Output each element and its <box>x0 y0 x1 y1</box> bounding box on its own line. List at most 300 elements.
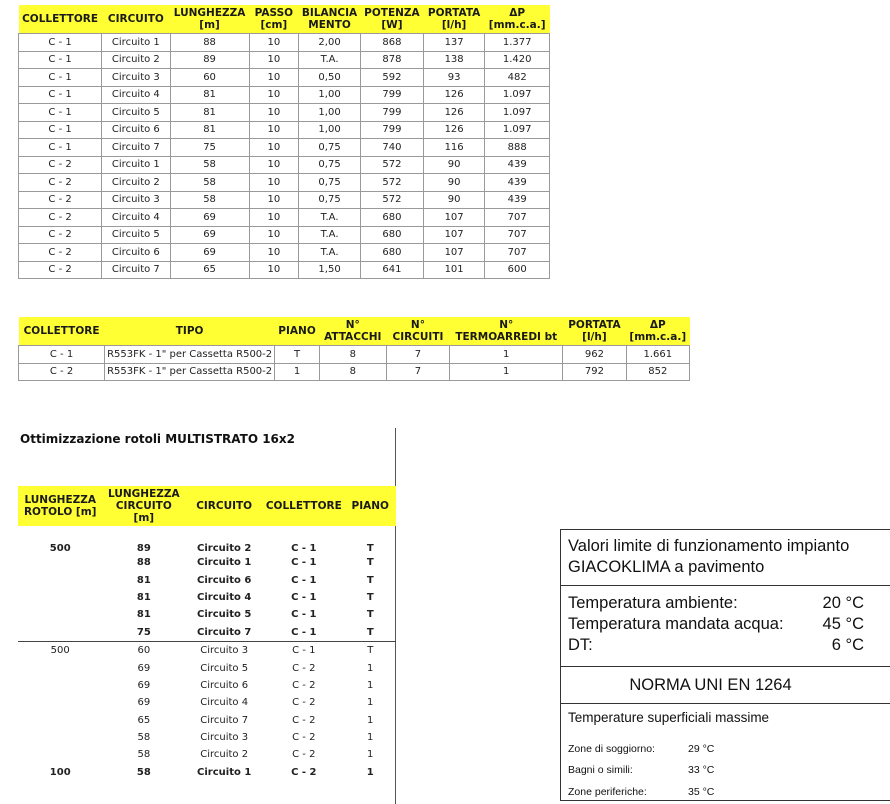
cell-circuito: Circuito 1 <box>197 766 252 778</box>
header-line: N° <box>345 319 360 331</box>
cell-tipo: R553FK - 1" per Cassetta R500-2 <box>105 363 275 381</box>
cell-lunghezza-rotolo: 500 <box>49 543 71 554</box>
header-line: CIRCUITO <box>196 500 253 512</box>
header-line: ΔP <box>509 7 526 19</box>
cell-collettore: C - 1 <box>263 641 344 659</box>
cell-portata: 792 <box>563 363 626 381</box>
table-row <box>18 659 396 676</box>
header-line: PORTATA <box>427 7 481 19</box>
cell-collettore: C - 1 <box>19 139 102 157</box>
cell-passo: 10 <box>249 34 299 52</box>
table-row <box>18 712 396 729</box>
cell-lunghezza-rotolo <box>18 554 102 571</box>
temperature-list <box>568 593 890 656</box>
header-piano <box>275 317 320 346</box>
circuits-table-header <box>19 5 550 34</box>
table-row <box>18 554 396 571</box>
cell-lunghezza-circuito: 88 <box>136 557 151 569</box>
table-row <box>18 694 396 711</box>
temperature-value: 45 °C <box>822 615 864 633</box>
cell-circuito: Circuito 1 <box>197 557 252 569</box>
header-delta-p <box>626 317 689 346</box>
cell-portata: 137 <box>423 34 484 52</box>
cell-delta-p: 439 <box>485 156 550 174</box>
cell-delta-p: 600 <box>485 261 550 279</box>
cell-portata: 126 <box>423 104 484 122</box>
header-line: [W] <box>381 19 403 31</box>
cell-piano: T <box>366 574 374 586</box>
cell-lunghezza-rotolo <box>18 712 102 729</box>
header-line: N° <box>410 319 425 331</box>
table-row <box>19 209 550 227</box>
cell-collettore: C - 1 <box>19 104 102 122</box>
table-row <box>18 606 396 623</box>
cell-potenza: 572 <box>360 156 423 174</box>
header-attacchi <box>319 317 386 346</box>
cell-portata: 126 <box>423 86 484 104</box>
zone-value: 33 °C <box>688 764 715 777</box>
header-line: [m] <box>133 512 155 524</box>
zone-label: Zone periferiche: <box>568 785 647 798</box>
cell-portata: 116 <box>423 139 484 157</box>
cell-passo: 10 <box>249 69 299 87</box>
cell-portata: 107 <box>423 209 484 227</box>
cell-delta-p: 1.097 <box>485 121 550 139</box>
cell-lunghezza-rotolo <box>18 694 102 711</box>
header-circuito <box>185 486 263 526</box>
header-line: ATTACCHI <box>324 331 382 343</box>
cell-lunghezza-circuito: 75 <box>136 626 151 638</box>
cell-piano: T <box>366 609 374 621</box>
cell-bilanciamento: 1,00 <box>299 121 361 139</box>
cell-lunghezza-circuito: 81 <box>136 609 151 621</box>
cell-tipo: R553FK - 1" per Cassetta R500-2 <box>105 346 275 364</box>
cell-circuito: Circuito 4 <box>102 86 170 104</box>
header-line: [m] <box>199 19 220 31</box>
cell-lunghezza: 58 <box>170 191 249 209</box>
header-line: CIRCUITI <box>392 331 444 343</box>
rolls-title: Ottimizzazione rotoli MULTISTRATO 16x2 <box>20 432 295 446</box>
cell-lunghezza-circuito: 60 <box>102 641 185 659</box>
header-passo <box>249 5 299 34</box>
cell-collettore: C - 1 <box>291 543 317 554</box>
table-row <box>19 121 550 139</box>
zone-label: Zone di soggiorno: <box>568 742 655 755</box>
header-termoarredi <box>450 317 563 346</box>
header-line: ROTOLO [m] <box>23 506 97 518</box>
zone-row <box>568 781 714 803</box>
table-row <box>19 174 550 192</box>
cell-bilanciamento: 2,00 <box>299 34 361 52</box>
header-piano <box>344 486 396 526</box>
header-circuiti <box>386 317 450 346</box>
cell-potenza: 799 <box>360 121 423 139</box>
cell-collettore: C - 2 <box>19 209 102 227</box>
cell-attacchi: 8 <box>319 363 386 381</box>
temperature-label: Temperatura ambiente: <box>568 594 738 612</box>
table-row <box>19 86 550 104</box>
header-line: PIANO <box>351 500 389 512</box>
limits-title-line1: Valori limite di funzionamento impianto <box>568 537 850 555</box>
cell-circuito: Circuito 2 <box>102 174 170 192</box>
header-line: COLLETTORE <box>22 13 99 25</box>
cell-lunghezza-circuito: 65 <box>137 714 151 726</box>
cell-potenza: 799 <box>360 86 423 104</box>
zone-value: 29 °C <box>688 742 715 755</box>
cell-passo: 10 <box>249 86 299 104</box>
cell-lunghezza-rotolo <box>18 624 102 642</box>
table-row <box>19 226 550 244</box>
cell-lunghezza: 69 <box>170 209 249 227</box>
cell-termoarredi: 1 <box>450 346 563 364</box>
header-line: POTENZA <box>364 7 420 19</box>
cell-piano: 1 <box>367 679 374 691</box>
cell-lunghezza-circuito: 58 <box>136 766 151 778</box>
cell-lunghezza: 81 <box>170 86 249 104</box>
cell-lunghezza-rotolo <box>18 677 102 694</box>
cell-passo: 10 <box>249 191 299 209</box>
header-delta-p <box>485 5 550 34</box>
cell-potenza: 799 <box>360 104 423 122</box>
cell-collettore: C - 1 <box>19 51 102 69</box>
cell-bilanciamento: 1,00 <box>299 86 361 104</box>
header-line: CIRCUITO <box>107 13 164 25</box>
cell-collettore: C - 2 <box>292 714 316 726</box>
cell-delta-p: 1.661 <box>626 346 689 364</box>
cell-collettore: C - 1 <box>291 557 317 569</box>
cell-potenza: 680 <box>360 209 423 227</box>
cell-potenza: 592 <box>360 69 423 87</box>
cell-portata: 962 <box>563 346 626 364</box>
header-line: COLLETTORE <box>265 500 342 512</box>
cell-bilanciamento: 0,75 <box>299 139 361 157</box>
header-collettore <box>263 486 344 526</box>
cell-lunghezza-rotolo <box>18 589 102 606</box>
cell-circuito: Circuito 5 <box>197 609 252 621</box>
cell-collettore: C - 2 <box>19 226 102 244</box>
cell-delta-p: 1.377 <box>485 34 550 52</box>
cell-collettore: C - 1 <box>291 574 317 586</box>
cell-piano: 1 <box>367 662 374 674</box>
header-lunghezza-rotolo <box>18 486 102 526</box>
cell-circuito: Circuito 2 <box>102 51 170 69</box>
zone-value: 35 °C <box>688 785 715 798</box>
header-tipo <box>105 317 275 346</box>
cell-lunghezza-circuito: 81 <box>136 591 151 603</box>
header-bilanciamento <box>299 5 361 34</box>
cell-lunghezza: 81 <box>170 121 249 139</box>
header-line: N° <box>499 319 514 331</box>
header-circuito <box>102 5 170 34</box>
rolls-table-header <box>18 486 396 526</box>
cell-delta-p: 1.097 <box>485 104 550 122</box>
header-line: LUNGHEZZA <box>173 7 246 19</box>
header-line: MENTO <box>308 19 351 31</box>
cell-lunghezza-circuito: 89 <box>136 543 151 554</box>
header-line: PIANO <box>278 325 316 337</box>
cell-collettore: C - 2 <box>292 732 316 744</box>
header-line: ΔP <box>649 319 666 331</box>
cell-collettore: C - 1 <box>19 34 102 52</box>
cell-lunghezza: 58 <box>170 156 249 174</box>
header-line: [mm.c.a.] <box>488 19 546 31</box>
cell-lunghezza-rotolo <box>18 746 102 763</box>
table-row <box>19 69 550 87</box>
cell-passo: 10 <box>249 209 299 227</box>
cell-circuito: Circuito 7 <box>102 261 170 279</box>
header-collettore <box>19 317 105 346</box>
cell-passo: 10 <box>249 104 299 122</box>
cell-portata: 90 <box>423 191 484 209</box>
cell-collettore: C - 2 <box>19 261 102 279</box>
temperature-label: Temperatura mandata acqua: <box>568 615 784 633</box>
table-row <box>18 746 396 763</box>
cell-bilanciamento: T.A. <box>299 209 361 227</box>
table-row <box>18 677 396 694</box>
cell-potenza: 878 <box>360 51 423 69</box>
cell-bilanciamento: T.A. <box>299 51 361 69</box>
cell-lunghezza: 81 <box>170 104 249 122</box>
zone-row <box>568 760 714 782</box>
cell-collettore: C - 2 <box>19 363 105 381</box>
collectors-table <box>18 317 690 381</box>
header-line: [l/h] <box>441 19 467 31</box>
table-row <box>19 34 550 52</box>
cell-lunghezza: 89 <box>170 51 249 69</box>
cell-lunghezza-circuito: 69 <box>137 679 151 691</box>
cell-potenza: 572 <box>360 191 423 209</box>
cell-lunghezza-circuito: 58 <box>137 732 151 744</box>
cell-lunghezza: 75 <box>170 139 249 157</box>
temperature-value: 6 °C <box>831 636 864 654</box>
zone-list <box>568 738 714 803</box>
cell-circuito: Circuito 2 <box>197 543 252 554</box>
cell-piano: 1 <box>275 363 320 381</box>
table-row <box>18 729 396 746</box>
cell-bilanciamento: T.A. <box>299 244 361 262</box>
cell-delta-p: 482 <box>485 69 550 87</box>
cell-potenza: 572 <box>360 174 423 192</box>
cell-circuito: Circuito 5 <box>200 662 249 674</box>
cell-portata: 138 <box>423 51 484 69</box>
cell-bilanciamento: 1,00 <box>299 104 361 122</box>
cell-portata: 107 <box>423 226 484 244</box>
cell-potenza: 680 <box>360 226 423 244</box>
cell-lunghezza: 58 <box>170 174 249 192</box>
cell-bilanciamento: 0,50 <box>299 69 361 87</box>
cell-collettore: C - 2 <box>19 191 102 209</box>
cell-lunghezza-rotolo: 100 <box>49 766 71 778</box>
table-row <box>19 156 550 174</box>
table-row <box>19 244 550 262</box>
cell-delta-p: 439 <box>485 174 550 192</box>
cell-collettore: C - 2 <box>19 244 102 262</box>
cell-piano: 1 <box>366 766 374 778</box>
cell-circuito: Circuito 6 <box>102 244 170 262</box>
cell-lunghezza-circuito: 69 <box>137 662 151 674</box>
table-row <box>18 571 396 588</box>
cell-potenza: 868 <box>360 34 423 52</box>
limits-title-line2: GIACOKLIMA a pavimento <box>568 558 765 576</box>
cell-piano: T <box>366 591 374 603</box>
circuits-table <box>18 5 550 279</box>
cell-delta-p: 852 <box>626 363 689 381</box>
cell-circuito: Circuito 5 <box>102 226 170 244</box>
header-line: [l/h] <box>582 331 607 343</box>
cell-portata: 126 <box>423 121 484 139</box>
cell-collettore: C - 1 <box>19 346 105 364</box>
header-line: [mm.c.a.] <box>629 331 687 343</box>
cell-circuito: Circuito 3 <box>185 641 263 659</box>
limits-panel <box>560 529 890 801</box>
cell-piano: 1 <box>367 732 374 744</box>
cell-lunghezza: 60 <box>170 69 249 87</box>
cell-lunghezza-rotolo <box>18 729 102 746</box>
cell-circuito: Circuito 7 <box>102 139 170 157</box>
header-line: LUNGHEZZA <box>24 494 96 506</box>
header-line: COLLETTORE <box>23 325 100 337</box>
cell-passo: 10 <box>249 174 299 192</box>
zone-label: Bagni o simili: <box>568 764 633 777</box>
cell-delta-p: 888 <box>485 139 550 157</box>
header-line: TIPO <box>175 325 204 337</box>
cell-circuito: Circuito 1 <box>102 156 170 174</box>
cell-collettore: C - 2 <box>292 679 316 691</box>
cell-circuiti: 7 <box>386 346 450 364</box>
cell-lunghezza-rotolo <box>18 659 102 676</box>
temperature-label: DT: <box>568 636 593 654</box>
cell-lunghezza-rotolo <box>18 571 102 588</box>
header-lunghezza-circuito <box>102 486 185 526</box>
cell-piano: T <box>366 543 374 554</box>
cell-lunghezza-rotolo: 500 <box>18 641 102 659</box>
header-line: PORTATA <box>568 319 621 331</box>
cell-circuito: Circuito 4 <box>200 697 249 709</box>
header-portata <box>423 5 484 34</box>
cell-attacchi: 8 <box>319 346 386 364</box>
cell-collettore: C - 1 <box>19 86 102 104</box>
cell-delta-p: 1.420 <box>485 51 550 69</box>
cell-piano: T <box>366 626 374 638</box>
temperature-value: 20 °C <box>822 594 864 612</box>
cell-circuito: Circuito 4 <box>197 591 252 603</box>
cell-lunghezza: 88 <box>170 34 249 52</box>
cell-circuiti: 7 <box>386 363 450 381</box>
cell-collettore: C - 2 <box>19 174 102 192</box>
cell-bilanciamento: 0,75 <box>299 156 361 174</box>
cell-lunghezza: 65 <box>170 261 249 279</box>
cell-lunghezza-circuito: 81 <box>136 574 151 586</box>
cell-circuito: Circuito 5 <box>102 104 170 122</box>
cell-circuito: Circuito 1 <box>102 34 170 52</box>
cell-collettore: C - 2 <box>291 766 317 778</box>
cell-collettore: C - 1 <box>291 591 317 603</box>
collectors-table-header <box>19 317 690 346</box>
header-line: TERMOARREDI bt <box>455 331 558 343</box>
cell-passo: 10 <box>249 156 299 174</box>
cell-portata: 90 <box>423 174 484 192</box>
cell-collettore: C - 2 <box>292 662 316 674</box>
table-row <box>18 624 396 642</box>
header-line: LUNGHEZZA <box>108 488 180 500</box>
rolls-table <box>18 486 396 781</box>
cell-piano: T <box>366 557 374 569</box>
cell-bilanciamento: 1,50 <box>299 261 361 279</box>
collectors-table-body <box>19 346 690 381</box>
table-row <box>18 764 396 781</box>
cell-circuito: Circuito 3 <box>102 69 170 87</box>
cell-collettore: C - 2 <box>292 749 316 761</box>
cell-portata: 90 <box>423 156 484 174</box>
cell-passo: 10 <box>249 121 299 139</box>
zone-row <box>568 738 714 760</box>
cell-collettore: C - 1 <box>291 609 317 621</box>
cell-collettore: C - 1 <box>19 69 102 87</box>
table-row <box>19 104 550 122</box>
table-row <box>18 589 396 606</box>
header-line: CIRCUITO <box>115 500 172 512</box>
cell-piano: T <box>275 346 320 364</box>
cell-portata: 107 <box>423 244 484 262</box>
table-row <box>19 363 690 381</box>
header-line: [cm] <box>260 19 288 31</box>
rolls-table-body <box>18 526 396 781</box>
circuits-table-body <box>19 34 550 279</box>
cell-circuito: Circuito 6 <box>200 679 249 691</box>
cell-lunghezza-rotolo <box>18 606 102 623</box>
cell-collettore: C - 1 <box>291 626 317 638</box>
temperature-row <box>568 614 890 635</box>
cell-circuito: Circuito 3 <box>102 191 170 209</box>
cell-passo: 10 <box>249 261 299 279</box>
cell-portata: 93 <box>423 69 484 87</box>
cell-portata: 101 <box>423 261 484 279</box>
table-row <box>19 139 550 157</box>
header-collettore <box>19 5 102 34</box>
cell-delta-p: 1.097 <box>485 86 550 104</box>
cell-passo: 10 <box>249 139 299 157</box>
cell-bilanciamento: 0,75 <box>299 174 361 192</box>
cell-piano: T <box>344 641 396 659</box>
header-line: PASSO <box>254 7 294 19</box>
cell-lunghezza: 69 <box>170 226 249 244</box>
cell-bilanciamento: 0,75 <box>299 191 361 209</box>
cell-circuito: Circuito 6 <box>102 121 170 139</box>
cell-piano: 1 <box>367 714 374 726</box>
header-potenza <box>360 5 423 34</box>
cell-circuito: Circuito 6 <box>197 574 252 586</box>
cell-circuito: Circuito 3 <box>200 732 249 744</box>
cell-potenza: 680 <box>360 244 423 262</box>
cell-potenza: 740 <box>360 139 423 157</box>
cell-piano: 1 <box>367 749 374 761</box>
cell-passo: 10 <box>249 244 299 262</box>
cell-circuito: Circuito 7 <box>200 714 249 726</box>
cell-collettore: C - 2 <box>292 697 316 709</box>
table-row <box>18 641 396 659</box>
cell-termoarredi: 1 <box>450 363 563 381</box>
cell-circuito: Circuito 2 <box>200 749 249 761</box>
cell-lunghezza: 69 <box>170 244 249 262</box>
temperature-row <box>568 593 890 614</box>
cell-delta-p: 707 <box>485 209 550 227</box>
cell-lunghezza-circuito: 58 <box>137 749 151 761</box>
table-row <box>19 51 550 69</box>
table-row <box>18 526 396 554</box>
cell-passo: 10 <box>249 226 299 244</box>
cell-delta-p: 707 <box>485 244 550 262</box>
cell-delta-p: 707 <box>485 226 550 244</box>
